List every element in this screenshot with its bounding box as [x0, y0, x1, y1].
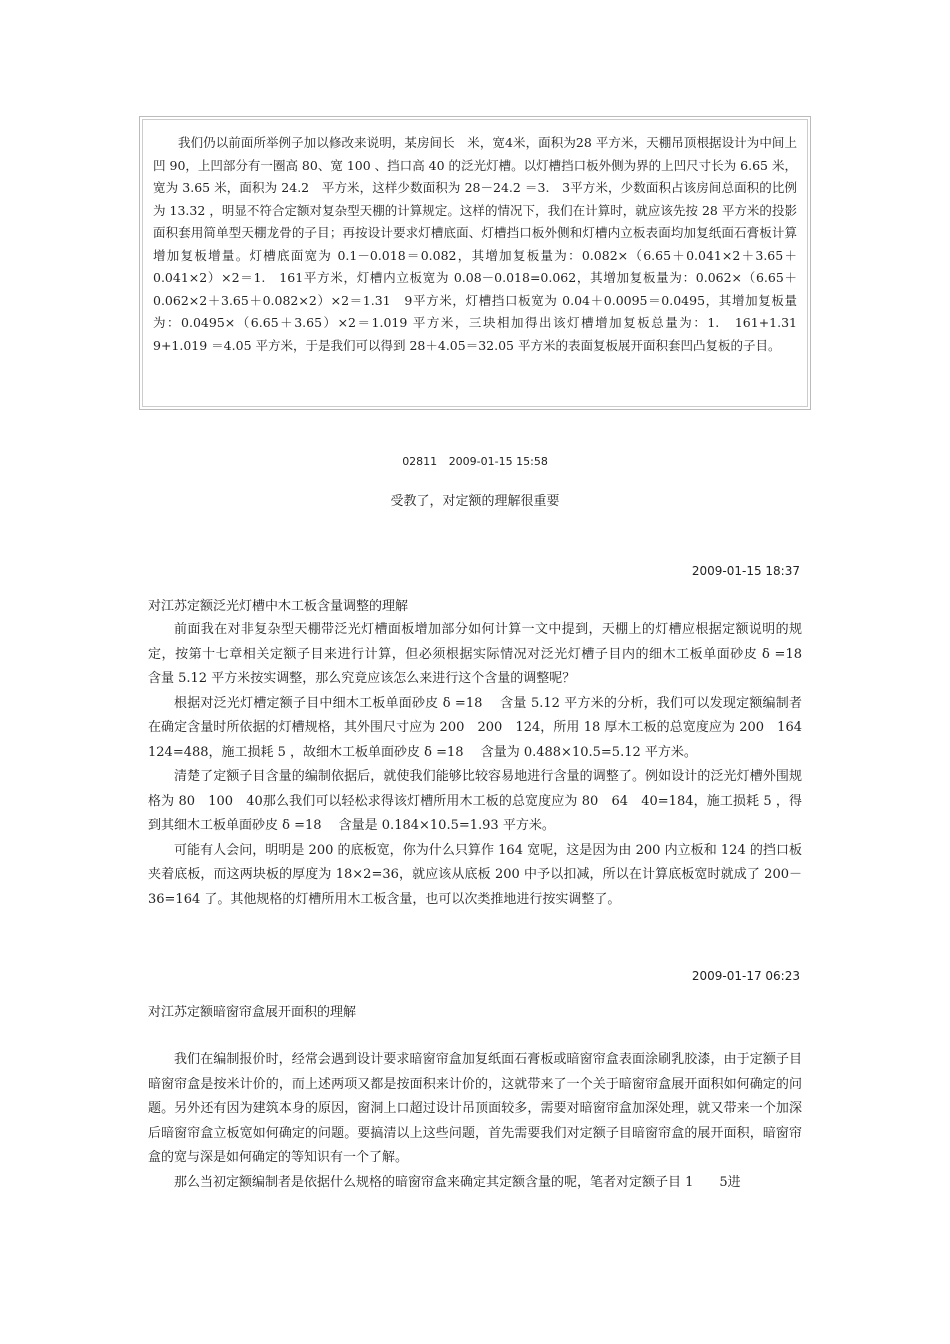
article-date: 2009-01-17 06:23: [691, 969, 800, 983]
quote-box: [139, 116, 811, 410]
article-title: 对江苏定额泛光灯槽中木工板含量调整的理解: [148, 599, 409, 614]
quote-paragraph: 我们仍以前面所举例子加以修改来说明，某房间长 米，宽4米，面积为28 平方米，天棚吊顶根据设计为中间上凹 90，上凹部分有一圈高 80、宽 100 、挡口高 40 的泛光灯槽。以灯槽挡口板外侧为界的上凹尺寸长为 6.65 米，宽为 3.65 米，面积为 24.2 平方米，这样少数面积为 28－24.2 ＝3. 3平方米，少数面积占该房间总面积的比例为 13.32 ，明显不符合定额对复杂型天棚的计算规定。这样的情况下，我们在计算时，就应该先按 28 平方米的投影面积套用简单型天棚龙骨的子目；再按设计要求灯槽底面、灯槽挡口板外侧和灯槽内立板表面均加复纸面石膏板计算增加复板增量。灯槽底面宽为 0.1－0.018＝0.082，其增加复板量为：0.082×（6.65＋0.041×2＋3.65＋0.041×2）×2＝1. 161平方米，灯槽内立板宽为 0.08－0.018=0.062，其增加复板量为：0.062×（6.65＋0.062×2＋3.65＋0.082×2）×2＝1.31 9平方米，灯槽挡口板宽为 0.04＋0.0095＝0.0495，其增加复板量为：0.0495×（6.65＋3.65）×2＝1.019 平方米，三块相加得出该灯槽增加复板总量为：1. 161+1.31 9+1.019 ＝4.05 平方米，于是我们可以得到 28＋4.05＝32.05 平方米的表面复板展开面积套凹凸复板的子目。: [153, 135, 810, 353]
quote-inner: [142, 119, 808, 407]
article-paragraph: 那么当初定额编制者是依据什么规格的暗窗帘盒来确定其定额含量的呢，笔者对定额子目 1 5进: [174, 1174, 741, 1190]
article-body: [148, 1048, 802, 1195]
article: [148, 1002, 802, 1195]
article-paragraph: 可能有人会问，明明是 200 的底板宽，你为什么只算作 164 宽呢，这是因为由 200 内立板和 124 的挡口板夹着底板，而这两块板的厚度为 18×2=36，就应该从底板 200 中予以扣减，所以在计算底板宽时就成了 200－36=164 了。其他规格的灯槽所用木工板含量，也可以次类推地进行按实调整了。: [148, 842, 802, 907]
article-paragraph: 根据对泛光灯槽定额子目中细木工板单面砂皮 δ =18 含量 5.12 平方米的分析，我们可以发现定额编制者在确定含量时所依据的灯槽规格，其外围尺寸应为 200 200 124，所用 18 厚木工板的总宽度应为 200 164 124=488，施工损耗 5 ，故细木工板单面砂皮 δ =18 含量为 0.488×10.5=5.12 平方米。: [148, 695, 816, 760]
article-paragraph: 前面我在对非复杂型天棚带泛光灯槽面板增加部分如何计算一文中提到，天棚上的灯槽应根据定额说明的规定，按第十七章相关定额子目来进行计算，但必须根据实际情况对泛光灯槽子目内的细木工板单面砂皮 δ =18 含量 5.12 平方米按实调整，那么究竟应该怎么来进行这个含量的调整呢？: [148, 622, 820, 686]
reply-username[interactable]: 02811: [402, 455, 438, 468]
article-body: [148, 618, 820, 912]
article-paragraph: 清楚了定额子目含量的编制依据后，就使我们能够比较容易地进行含量的调整了。例如设计的泛光灯槽外围规格为 80 100 40那么我们可以轻松求得该灯槽所用木工板的总宽度应为 80 64 40=184，施工损耗 5 ，得到其细木工板单面砂皮 δ =18 含量是 0.184×10.5=1.93 平方米。: [148, 769, 802, 833]
article-date: 2009-01-15 18:37: [691, 564, 800, 578]
article-paragraph: 我们在编制报价时，经常会遇到设计要求暗窗帘盒加复纸面石膏板或暗窗帘盒表面涂刷乳胶漆，由于定额子目暗窗帘盒是按米计价的，而上述两项又都是按面积来计价的，这就带来了一个关于暗窗帘盒展开面积如何确定的问题。另外还有因为建筑本身的原因，窗洞上口超过设计吊顶面较多，需要对暗窗帘盒加深处理，就又带来一个加深后暗窗帘盒立板宽如何确定的问题。要搞清以上这些问题，首先需要我们对定额子目暗窗帘盒的展开面积，暗窗帘盒的宽与深是如何确定的等知识有一个了解。: [148, 1052, 802, 1165]
reply-timestamp: 2009-01-15 15:58: [448, 455, 548, 468]
article-title: 对江苏定额暗窗帘盒展开面积的理解: [148, 1005, 357, 1020]
article: [148, 596, 820, 912]
reply-text: 受教了，对定额的理解很重要: [390, 494, 560, 509]
reply-meta: [0, 455, 950, 468]
